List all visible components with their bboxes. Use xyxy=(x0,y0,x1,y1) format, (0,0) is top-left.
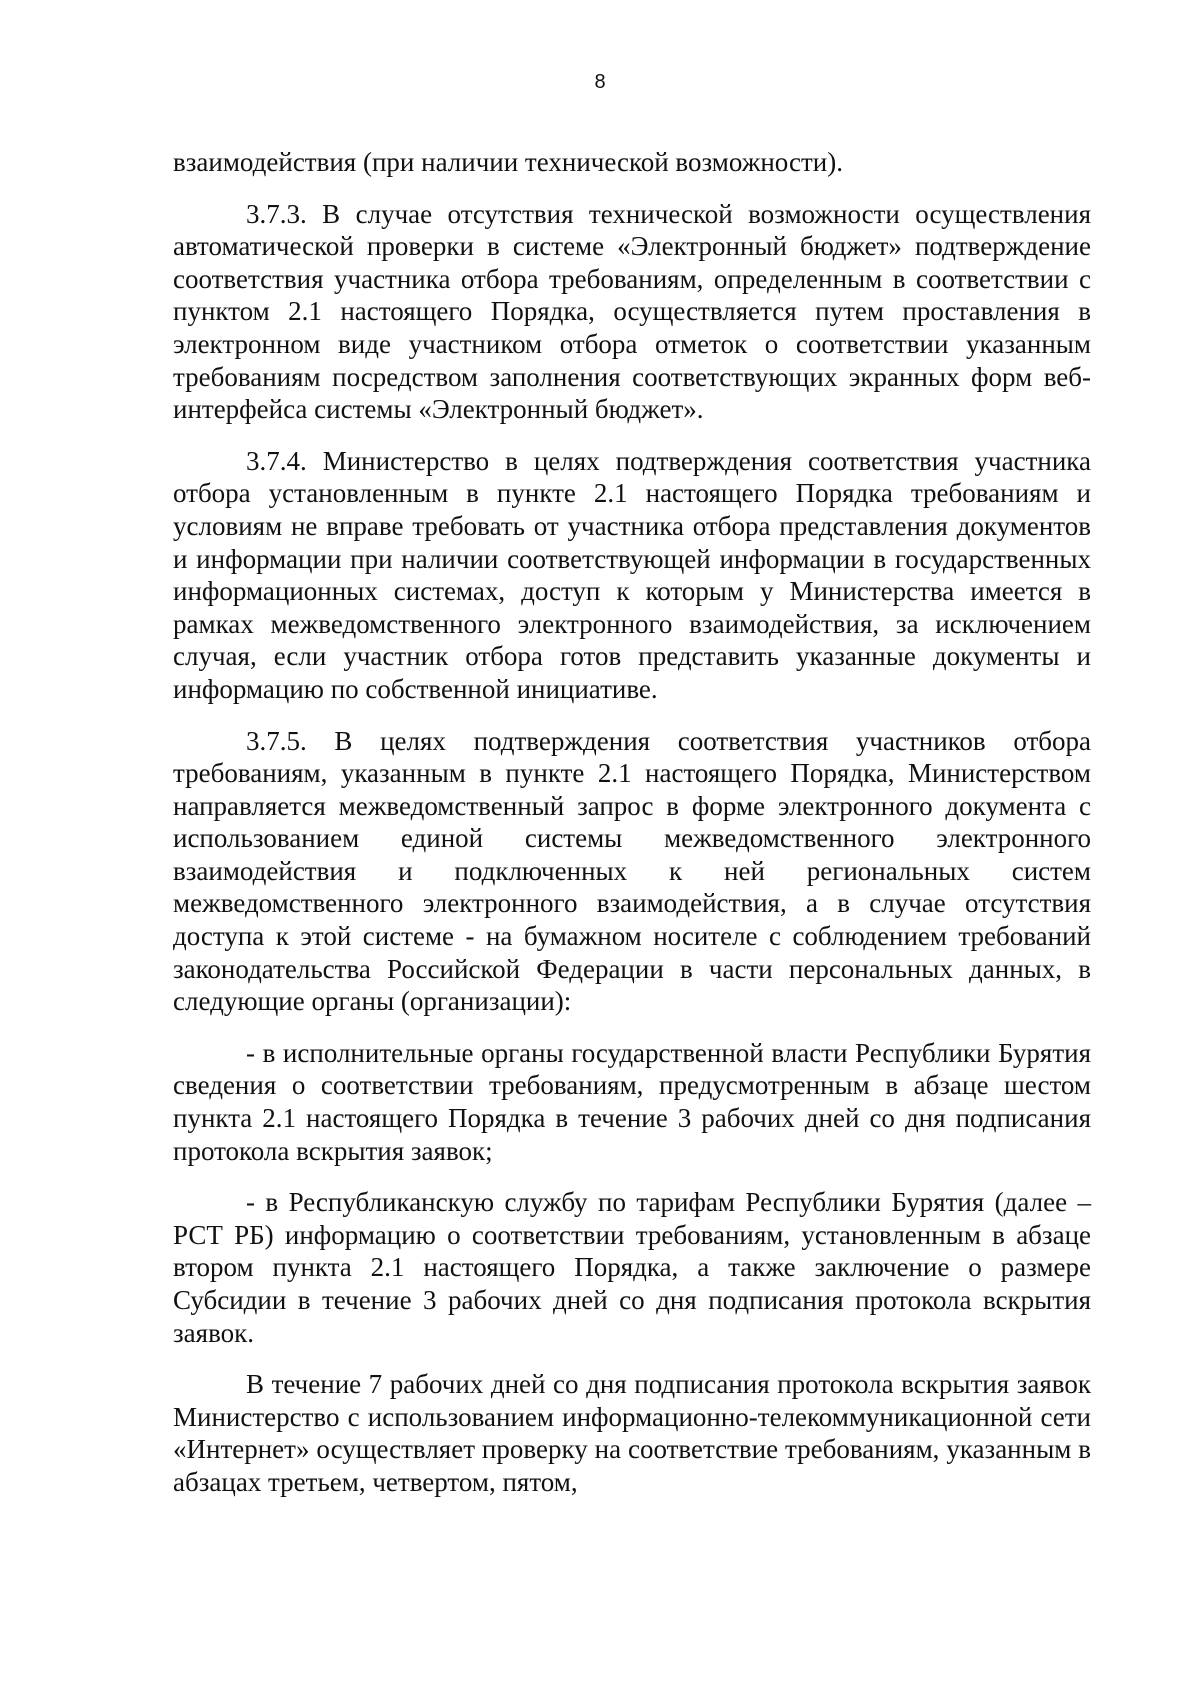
paragraph-verification-term: В течение 7 рабочих дней со дня подписания протокола вскрытия заявок Министерство с использованием информационно-телекоммуникационной сети «Интернет» осуществляет проверку на соответствие требованиям, указанным в абзацах третьем, четвертом, пятом, xyxy=(173,1369,1091,1497)
paragraph-3-7-3: 3.7.3. В случае отсутствия технической возможности осуществления автоматической проверки в системе «Электронный бюджет» подтверждение соответствия участника отбора требованиям, определенным в соответствии с пунктом 2.1 настоящего Порядка, осуществляется путем проставления в электронном виде участником отбора отметок о соответствии указанным требованиям посредством заполнения соответствующих экранных форм веб-интерфейса системы «Электронный бюджет». xyxy=(173,198,1091,425)
page-number: 8 xyxy=(594,71,606,93)
document-body xyxy=(173,146,1091,1518)
list-item-tariff-service: - в Республиканскую службу по тарифам Республики Бурятия (далее – РСТ РБ) информацию о соответствии требованиям, установленным в абзаце втором пункта 2.1 настоящего Порядка, а также заключение о размере Субсидии в течение 3 рабочих дней со дня подписания протокола вскрытия заявок. xyxy=(173,1187,1091,1348)
paragraph-3-7-5: 3.7.5. В целях подтверждения соответствия участников отбора требованиям, указанным в пункте 2.1 настоящего Порядка, Министерством направляется межведомственный запрос в форме электронного документа с использованием единой системы межведомственного электронного взаимодействия и подключенных к ней региональных систем межведомственного электронного взаимодействия, а в случае отсутствия доступа к этой системе - на бумажном носителе с соблюдением требований законодательства Российской Федерации в части персональных данных, в следующие органы (организации): xyxy=(173,725,1091,1017)
paragraph-3-7-4: 3.7.4. Министерство в целях подтверждения соответствия участника отбора установленным в пункте 2.1 настоящего Порядка требованиям и условиям не вправе требовать от участника отбора представления документов и информации при наличии соответствующей информации в государственных информационных системах, доступ к которым у Министерства имеется в рамках межведомственного электронного взаимодействия, за исключением случая, если участник отбора готов представить указанные документы и информацию по собственной инициативе. xyxy=(173,445,1091,704)
list-item-executive-bodies: - в исполнительные органы государственной власти Республики Бурятия сведения о соответствии требованиям, предусмотренным в абзаце шестом пункта 2.1 настоящего Порядка в течение 3 рабочих дней со дня подписания протокола вскрытия заявок; xyxy=(173,1037,1091,1166)
paragraph-continuation: взаимодействия (при наличии технической возможности). xyxy=(173,147,843,177)
